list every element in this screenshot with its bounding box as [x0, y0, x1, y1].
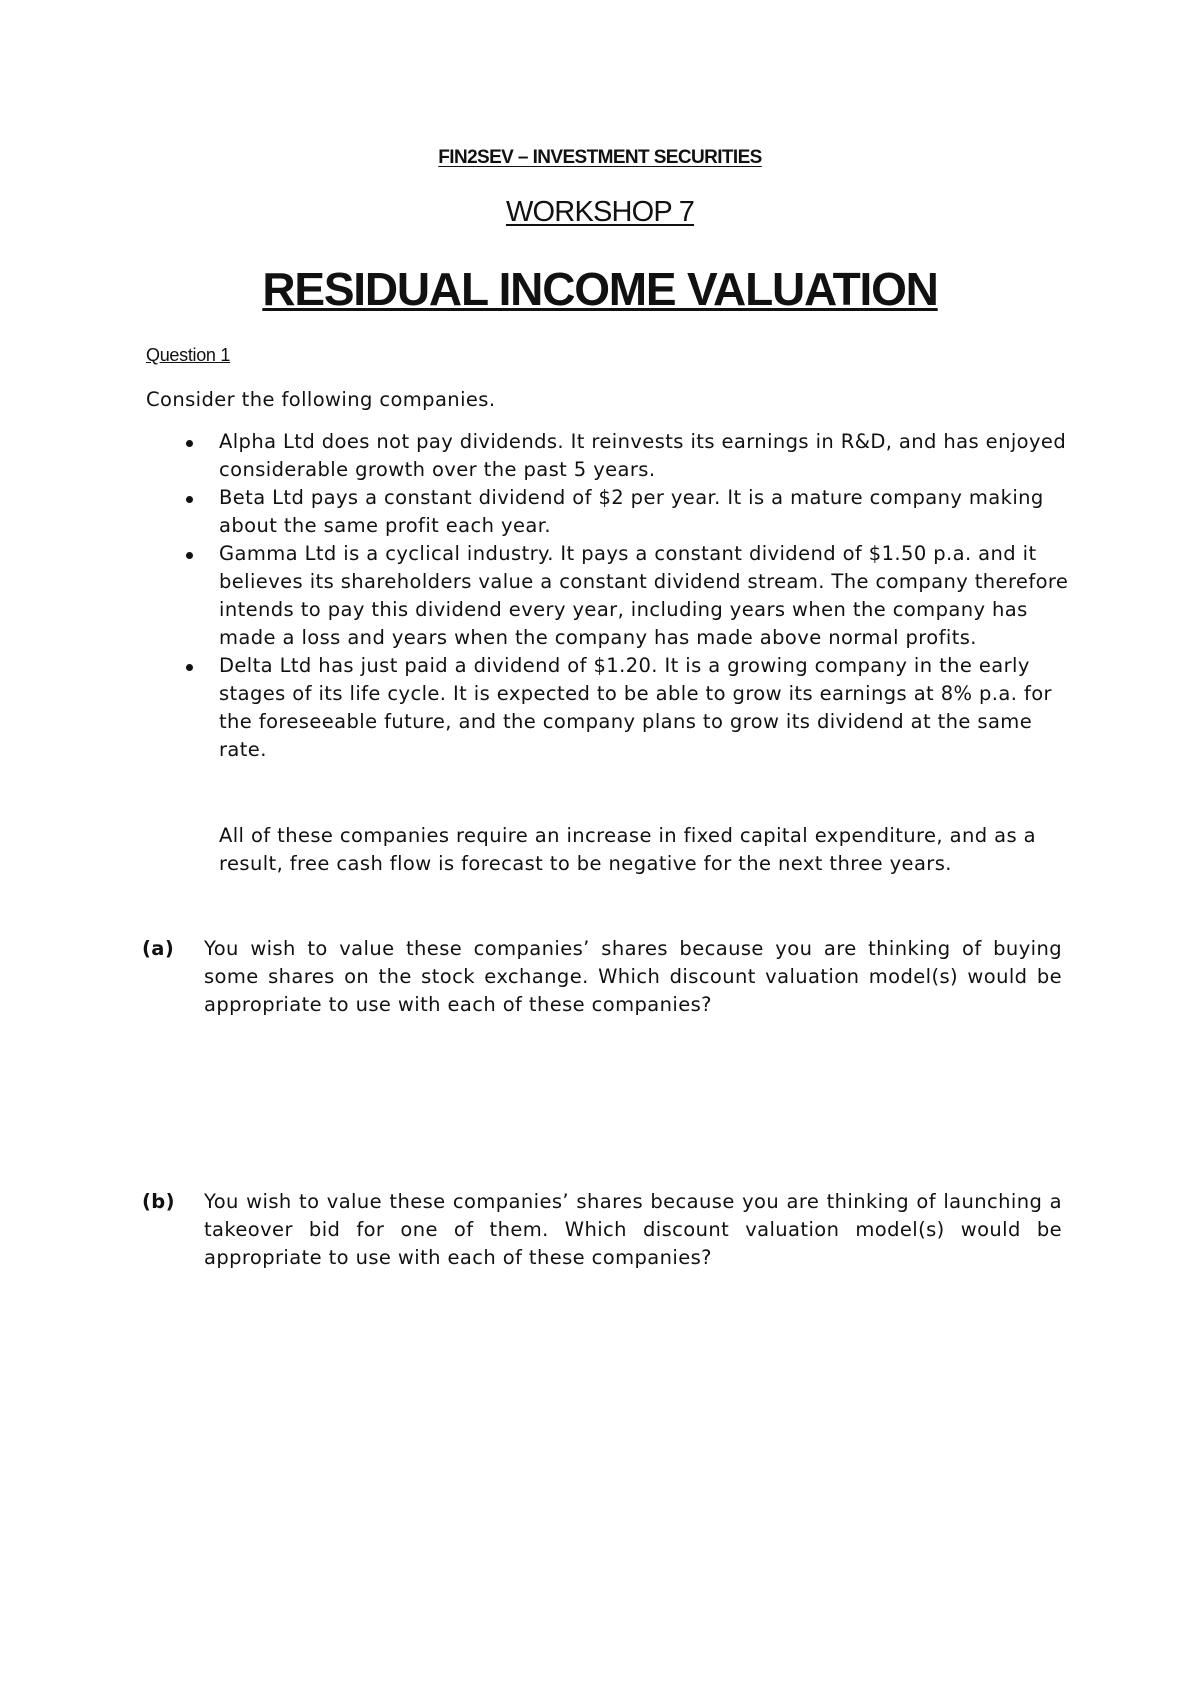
workshop-heading: WORKSHOP 7 [505, 196, 695, 228]
list-item [146, 428, 1076, 484]
question-intro: Consider the following companies. [146, 388, 496, 411]
part-label: (a) [142, 937, 175, 960]
question-label: Question 1 [146, 345, 231, 365]
question-part-b [142, 1188, 1062, 1272]
question-part-a [142, 935, 1062, 1019]
list-item-text: Delta Ltd has just paid a dividend of $1.20. It is a growing company in the early stages of its life cycle. It is expected to be able to grow its earnings at 8% p.a. for the foreseeable future, and the company plans to grow its dividend at the same rate. [219, 654, 1052, 761]
bullet-icon [186, 552, 193, 559]
document-title: RESIDUAL INCOME VALUATION [262, 263, 938, 315]
list-item [146, 652, 1076, 764]
capex-note: All of these companies require an increase in fixed capital expenditure, and as a result, free cash flow is forecast to be negative for the next three years. [219, 824, 1036, 875]
company-list [146, 428, 1076, 764]
part-text: You wish to value these companies’ shares because you are thinking of buying some shares on the stock exchange. Which discount valuation model(s) would be appropriate to use with each of these companies? [204, 937, 1062, 1016]
list-item [146, 540, 1076, 652]
list-item-text: Alpha Ltd does not pay dividends. It reinvests its earnings in R&D, and has enjoyed considerable growth over the past 5 years. [219, 430, 1067, 481]
bullet-icon [186, 664, 193, 671]
bullet-icon [186, 440, 193, 447]
bullet-icon [186, 496, 193, 503]
list-item-text: Beta Ltd pays a constant dividend of $2 per year. It is a mature company making about the same profit each year. [219, 486, 1044, 537]
list-item-text: Gamma Ltd is a cyclical industry. It pays a constant dividend of $1.50 p.a. and it believes its shareholders value a constant dividend stream. The company therefore intends to pay this dividend every year, including years when the company has made a loss and years when the company has made above normal profits. [219, 542, 1069, 649]
part-label: (b) [142, 1190, 175, 1213]
part-text: You wish to value these companies’ shares because you are thinking of launching a takeover bid for one of them. Which discount valuation model(s) would be appropriate to use with each of these companies? [204, 1190, 1062, 1269]
list-item [146, 484, 1076, 540]
course-heading: FIN2SEV – INVESTMENT SECURITIES [438, 147, 762, 168]
